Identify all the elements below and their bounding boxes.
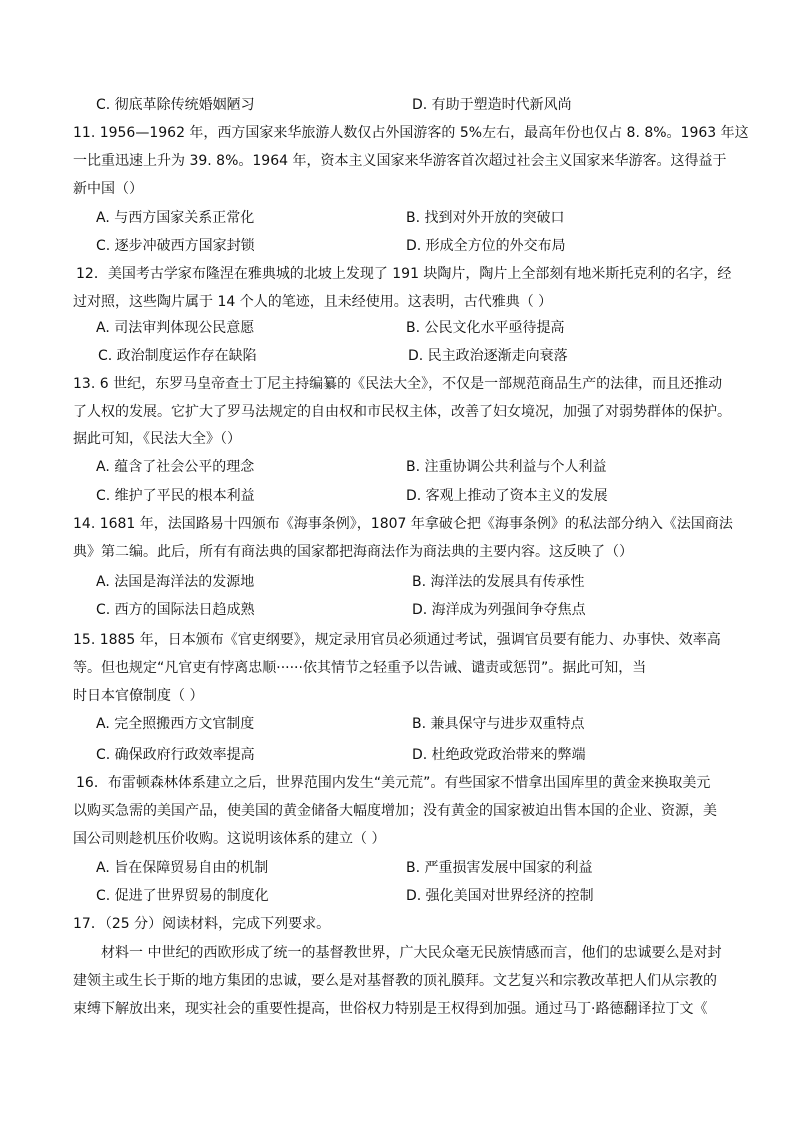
q10-option-d: D. 有助于塑造时代新风尚 xyxy=(412,97,572,113)
q16-stem-line-2: 以购买急需的美国产品，使美国的黄金储备大幅度增加；没有黄金的国家被迫出售本国的企业、资源，美 xyxy=(73,803,717,819)
q14-option-b: B. 海洋法的发展具有传承性 xyxy=(412,574,585,590)
q13-option-c: C. 维护了平民的根本利益 xyxy=(96,488,255,504)
q14-stem-line-2: 典》第二编。此后，所有有商法典的国家都把海商法作为商法典的主要内容。这反映了（） xyxy=(73,544,633,560)
q11-stem-line-2: 一比重迅速上升为 39. 8%。1964 年，资本主义国家来华游客首次超过社会主义国家来华游客。这得益于 xyxy=(73,153,727,169)
q13-stem-line-2: 了人权的发展。它扩大了罗马法规定的自由权和市民权主体，改善了妇女境况，加强了对弱势群体的保护。 xyxy=(73,404,731,420)
q11-option-b: B. 找到对外开放的突破口 xyxy=(406,210,565,226)
q15-stem-line-2: 等。但也规定“凡官吏有悖离忠顺······依其情节之轻重予以告诫、谴责或惩罚”。据此可知，当 xyxy=(73,660,647,676)
q14-stem-line-1: 14. 1681 年，法国路易十四颁布《海事条例》，1807 年拿破仑把《海事条例》的私法部分纳入《法国商法 xyxy=(73,516,733,532)
q13-option-d: D. 客观上推动了资本主义的发展 xyxy=(406,488,608,504)
q13-stem-line-3: 据此可知，《民法大全》（） xyxy=(73,431,241,447)
q12-stem-line-2: 过对照，这些陶片属于 14 个人的笔迹，且未经使用。这表明，古代雅典（ ） xyxy=(73,294,553,310)
q15-option-a: A. 完全照搬西方文官制度 xyxy=(96,716,255,732)
q14-option-c: C. 西方的国际法日趋成熟 xyxy=(96,602,255,618)
q15-option-d: D. 杜绝政党政治带来的弊端 xyxy=(412,747,586,763)
q17-material-line-3: 束缚下解放出来，现实社会的重要性提高，世俗权力特别是王权得到加强。通过马丁·路德翻译拉丁文《 xyxy=(73,1001,708,1017)
q14-option-a: A. 法国是海洋法的发源地 xyxy=(96,574,255,590)
q13-option-b: B. 注重协调公共利益与个人利益 xyxy=(406,459,607,475)
q12-option-c: C. 政治制度运作存在缺陷 xyxy=(98,348,257,364)
q12-option-b: B. 公民文化水平亟待提高 xyxy=(406,320,565,336)
q12-option-d: D. 民主政治逐渐走向衰落 xyxy=(408,348,568,364)
q15-stem-line-3: 时日本官僚制度（ ） xyxy=(73,688,204,704)
q16-option-c: C. 促进了世界贸易的制度化 xyxy=(96,888,269,904)
q11-option-a: A. 与西方国家关系正常化 xyxy=(96,210,255,226)
q16-stem-line-3: 国公司则趁机压价收购。这说明该体系的建立（ ） xyxy=(73,831,386,847)
q16-option-a: A. 旨在保障贸易自由的机制 xyxy=(96,860,269,876)
q12-option-a: A. 司法审判体现公民意愿 xyxy=(96,320,255,336)
q13-option-a: A. 蕴含了社会公平的理念 xyxy=(96,459,255,475)
q17-material-line-1: 材料一 中世纪的西欧形成了统一的基督教世界，广大民众毫无民族情感而言，他们的忠诚要么是对封 xyxy=(101,945,722,961)
q15-option-b: B. 兼具保守与进步双重特点 xyxy=(412,716,585,732)
q11-stem-line-1: 11. 1956—1962 年，西方国家来华旅游人数仅占外国游客的 5%左右，最高年份也仅占 8. 8%。1963 年这 xyxy=(73,125,749,141)
q17-material-line-2: 建领主或生长于斯的地方集团的忠诚，要么是对基督教的顶礼膜拜。文艺复兴和宗教改革把人们从宗教的 xyxy=(73,973,717,989)
q15-stem-line-1: 15. 1885 年，日本颁布《官吏纲要》，规定录用官员必须通过考试，强调官员要有能力、办事快、效率高 xyxy=(73,632,721,648)
q16-option-b: B. 严重损害发展中国家的利益 xyxy=(406,860,593,876)
q11-option-d: D. 形成全方位的外交布局 xyxy=(406,238,566,254)
q11-stem-line-3: 新中国（） xyxy=(73,181,143,197)
q14-option-d: D. 海洋成为列强间争夺焦点 xyxy=(412,602,586,618)
q10-option-c: C. 彻底革除传统婚姻陋习 xyxy=(96,97,255,113)
q13-stem-line-1: 13. 6 世纪，东罗马皇帝查士丁尼主持编纂的《民法大全》，不仅是一部规范商品生产的法律，而且还推动 xyxy=(73,376,723,392)
q16-stem-line-1: 16．布雷顿森林体系建立之后，世界范围内发生“美元荒”。有些国家不惜拿出国库里的黄金来换取美元 xyxy=(76,775,711,791)
q16-option-d: D. 强化美国对世界经济的控制 xyxy=(406,888,594,904)
q12-stem-line-1: 12．美国考古学家布隆涅在雅典城的北坡上发现了 191 块陶片，陶片上全部刻有地米斯托克利的名字，经 xyxy=(76,266,732,282)
q15-option-c: C. 确保政府行政效率提高 xyxy=(96,747,255,763)
q17-title: 17．（25 分）阅读材料，完成下列要求。 xyxy=(73,916,331,932)
q11-option-c: C. 逐步冲破西方国家封锁 xyxy=(96,238,255,254)
